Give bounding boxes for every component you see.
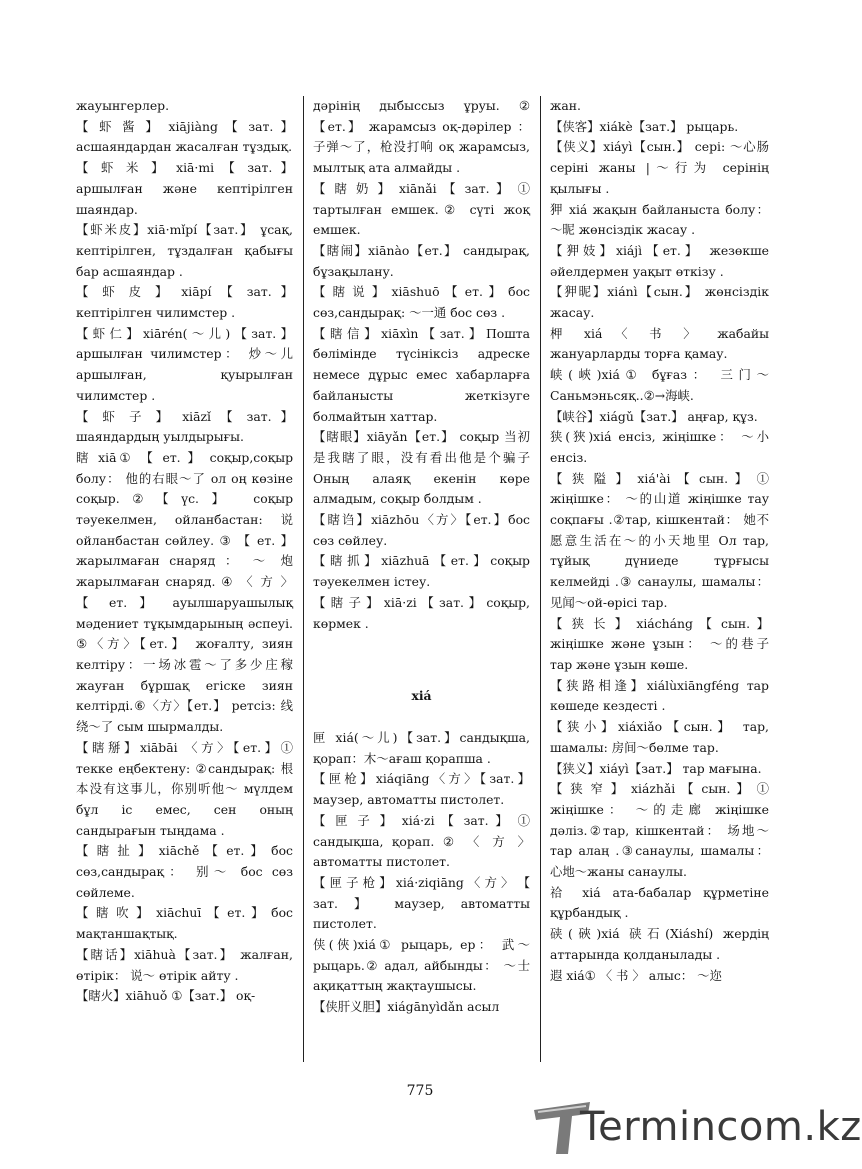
left-column-entry: жауынгерлер.	[76, 98, 170, 113]
column-middle-top	[313, 96, 530, 634]
left-column-entry: 【瞎话】xiāhuà【зат.】 жалған, өтірік： 说～ өтірік айту .	[76, 946, 293, 983]
right-column-entry: 祫 xiá ата-бабалар құрметіне құрбандық .	[550, 884, 769, 921]
page-number: 775	[406, 1083, 434, 1099]
middle-column-entry: 【 匣 子 枪 】 xiá·ziqiāng 〈 方 〉 【 зат. 】 маузер, автоматты пистолет.	[313, 874, 530, 932]
column-right	[550, 96, 769, 986]
section-heading-xia: xiá	[411, 688, 432, 704]
left-column-entry: 【虾仁】xiārén(～儿)【зат.】 аршылған чилимстер： 炒～儿 аршылған, қуырылған чилимстер .	[76, 325, 293, 403]
right-column-entry: 【侠义】xiáyì【сын.】 серi: ～心肠 серіні жаны |～行为 серінің қылығы .	[550, 139, 769, 196]
left-column-entry: 瞎 xiā① 【 ет. 】 соқыр,соқыр болу： 他的右眼～了 ол оң көзіне соқыр.②【үс.】 соқыр тәуекелмен, ойланбастан: 说 ойланбастан сөйлеу. ③ 【 ет. 】 жарылмаған снаряд ： ～ 炮 жарылмаған снаряд. ④ 〈 方 〉 【 ет. 】 ауылшаруашылық мәдениет тұқымдарының әспеуі. ⑤〈方〉【ет.】 жоғалту, зиян келтіру：一场冰雹～了多少庄稼 жауған бұршақ егіске зиян келтірді.⑥〈方〉【ет.】 ретсіз: 线绕～了 сым шырмалды.	[76, 449, 293, 735]
column-divider-2	[540, 96, 541, 1062]
right-column-entry: 【狎昵】xiánì【сын.】 жөнсіздік жасау.	[550, 284, 769, 321]
middle-column-entry: 【瞎眼】xiāyǎn【ет.】 соқыр 当初是我瞎了眼，没有看出他是个骗子 Оның алаяқ екенін көре алмадым, соқыр болдым .	[313, 429, 530, 507]
column-middle-bottom	[313, 728, 530, 1018]
right-column-entry: 【 狭 窄 】 xiázhǎi 【 сын. 】 ① жіңішке： ～的走廊 жіңішке дәліз.②тар, кішкентай： 场地～ тар алаң .③санаулы, шамалы： 心地～жаны санаулы.	[550, 781, 769, 880]
middle-column-entry: 侠(俠)xiá① рыцарь, ер： 武～ рыцарь.② адал, айбынды： ～士 ақиқаттың жақтаушысы.	[313, 937, 530, 994]
middle-column-entry: 【瞎闹】xiānào【ет.】 сандырақ, бұзақылану.	[313, 242, 530, 279]
watermark-logo	[528, 1096, 862, 1158]
column-middle	[313, 96, 530, 1018]
right-column-entry: 遐 xiá① 〈 书 〉 алыс： ～迩	[550, 967, 722, 983]
watermark-text: Termincom.kz	[580, 1104, 862, 1150]
column-divider-1	[303, 96, 304, 1062]
middle-column-entry: 【 瞎 说 】 xiāshuō 【 ет. 】 бос сөз,сандырақ: ～一通 бос сөз .	[313, 284, 530, 321]
left-column-entry: 【 虾 酱 】 xiājiàng 【 зат. 】 асшаяндардан жасалған тұздық.	[76, 118, 293, 155]
right-column-entry: 【狭小】xiáxiǎo【сын.】 тар, шамалы: 房间～бөлме тар.	[550, 719, 769, 755]
middle-column-entry: 【 瞎 抓 】 xiāzhuā 【 ет. 】 соқыр тәуекелмен істеу.	[313, 553, 530, 590]
middle-column-entry: 【 瞎 奶 】 xiānǎi 【 зат. 】 ① тартылған емшек.② сүті жоқ емшек.	[313, 180, 530, 238]
left-column-entry: 【瞎火】xiāhuǒ ①【зат.】 оқ-	[76, 988, 256, 1004]
left-column-entry: 【 虾 米 】 xiā·mi 【 зат. 】 аршылған және кептірілген шаяндар.	[76, 160, 293, 217]
middle-column-entry: 【侠肝义胆】xiágānyìdǎn асыл	[313, 999, 500, 1015]
right-column-entry: 【狎妓】xiájì【ет.】 жезөкше әйелдермен уақыт өткізу .	[550, 242, 769, 279]
right-column-entry: 【狭义】xiáyì【зат.】 тар мағына.	[550, 760, 762, 776]
right-column-entry: 硖(硤)xiá 硖石(Xiáshí) жердің аттарында қолданылады .	[550, 926, 769, 962]
left-column-entry: 【 虾 子 】 xiāzǐ 【 зат. 】 шаяндардың уылдырығы.	[76, 408, 293, 445]
middle-column-entry: 匣 xiá(～儿)【зат.】сандықша, қорап：木～ағаш қорапша .	[313, 729, 530, 766]
middle-column-entry: 【瞎诌】xiāzhōu〈方〉【ет.】бос сөз сөйлеу.	[313, 512, 530, 548]
right-column-entry: 柙 xiá 〈 书 〉 жабайы жануарларды торға қамау.	[550, 325, 769, 362]
right-column-entry: 【 狭 长 】 xiácháng 【 сын. 】 жіңішке және ұзын： ～的巷子 тар және ұзын көше.	[550, 615, 769, 672]
left-column-entry: 【 瞎 吹 】 xiāchuī 【 ет. 】 бос мақтаншақтық.	[76, 905, 293, 942]
left-column-entry: 【 瞎 扯 】 xiāchě 【 ет. 】 бос сөз,сандырақ： 别～ бос сөз сөйлеме.	[76, 843, 293, 900]
right-column-entry: 【侠客】xiákè【зат.】 рыцарь.	[550, 118, 739, 134]
left-column-entry: 【 虾 皮 】 xiāpí 【 зат. 】 кептірілген чилимстер .	[76, 284, 293, 321]
column-left	[76, 96, 293, 1007]
right-column-entry: 狭(狹)xiá енсіз, жіңішке： ～小 енсіз.	[550, 429, 769, 465]
right-column-entry: 【狭路相逢】xiálùxiāngféng тар көшеде кездесті .	[550, 677, 769, 714]
middle-column-entry: дәрінің дыбыссыз ұруы. ② 【ет.】 жарамсыз оқ-дәрілер ： 子弹～了，枪没打响 оқ жарамсыз, мылтық ата алмайды .	[313, 98, 530, 176]
right-column-entry: 狎 xiá жақын байланыста болу： ～昵 жөнсіздік жасау .	[550, 201, 769, 238]
middle-column-entry: 【 瞎 信 】 xiāxìn 【 зат. 】 Пошта бөлімінде түсініксіз адреске немесе дұрыс емес хабарларға байланысты жеткізуге болмайтын хаттар.	[313, 325, 530, 424]
right-column-entry: 峡(峽)xiá① бұғаз： 三门～ Саньмэньсяқ..②→海峡.	[550, 367, 769, 403]
left-column-entry: 【虾米皮】xiā·mǐpí【зат.】 ұсақ, кептірілген, тұздалған қабығы бар асшаяндар .	[76, 222, 293, 279]
left-column-entry: 【瞎掰】xiābāi 〈方〉【ет.】① текке еңбектену: ②сандырақ: 根本没有这事儿，你别听他～ мүлдем бұл іс емес, сен оның сандырағын тыңдама .	[76, 739, 293, 838]
middle-column-entry: 【 瞎 子 】 xiā·zi 【 зат. 】 соқыр, көрмек .	[313, 594, 530, 631]
middle-column-entry: 【 匣 子 】 xiá·zi 【 зат. 】 ① сандықша, қорап. ② 〈 方 〉 автоматты пистолет.	[313, 812, 530, 870]
right-column-entry: жан.	[550, 98, 581, 113]
right-column-entry: 【 狭 隘 】 xiá'ài 【 сын. 】 ① жіңішке： ～的山道 жіңішке тау соқпағы .②тар, кішкентай： 她不愿意生活在～的小天地里 Ол тар, тұйық дүниеде тұрғысы келмейді .③ санаулы, шамалы： 见闻～ой-өрісі тар.	[550, 470, 769, 610]
right-column-entry: 【峡谷】xiágǔ【зат.】 аңғар, құз.	[550, 408, 758, 424]
middle-column-entry: 【匣枪】xiáqiāng〈方〉【зат.】 маузер, автоматты пистолет.	[313, 771, 530, 808]
